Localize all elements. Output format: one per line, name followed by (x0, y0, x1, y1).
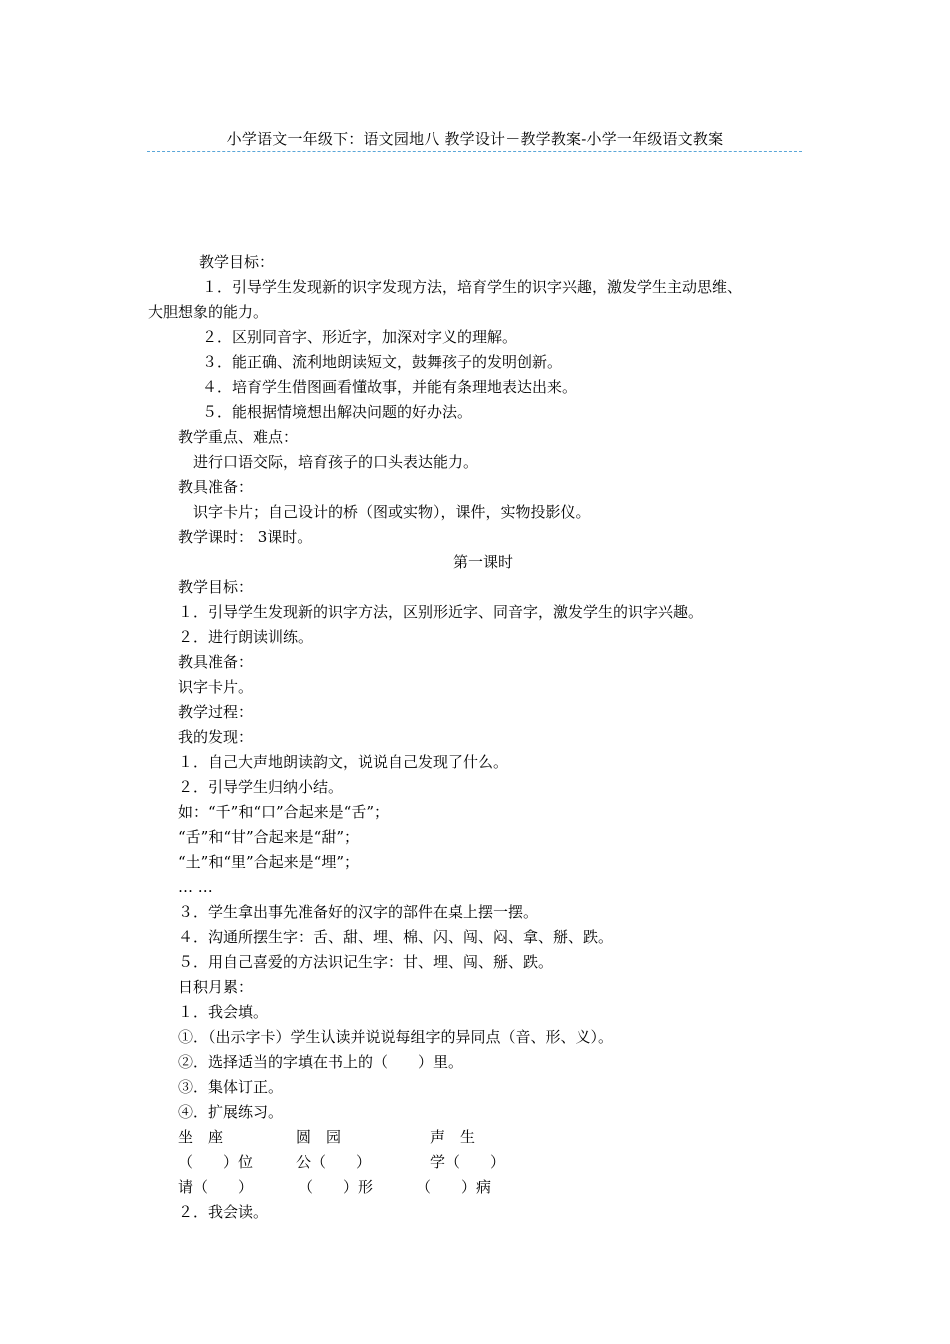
ellipsis: … … (178, 878, 213, 896)
exercise-grid-row-3 (148, 1175, 818, 1200)
grid-cell: （ ）位 (178, 1153, 254, 1171)
goal-1-line-2: 大胆想象的能力。 (148, 303, 269, 321)
accumulation-substep-4: ④．扩展练习。 (178, 1103, 284, 1121)
document-body (148, 250, 818, 1225)
grid-cell: （ ）形 (298, 1178, 374, 1196)
title-divider (147, 151, 802, 152)
accumulation-item-1: １．我会填。 (178, 1003, 269, 1021)
prep-text: 识字卡片；自己设计的桥（图或实物），课件，实物投影仪。 (193, 503, 591, 521)
example-1: 如：“千”和“口”合起来是“舌”； (178, 803, 390, 821)
grid-cell: （ ）病 (416, 1178, 492, 1196)
example-2: “舌”和“甘”合起来是“甜”； (178, 828, 360, 846)
goal-1-line-1: １．引导学生发现新的识字发现方法，培育学生的识字兴趣，激发学生主动思维、 (202, 278, 743, 296)
accumulation-item-2: ２．我会读。 (178, 1203, 269, 1221)
discovery-step-4: ４．沟通所摆生字：舌、甜、埋、棉、闪、闯、闷、拿、掰、跌。 (178, 928, 614, 946)
grid-cell: 圆 园 (296, 1128, 342, 1146)
process-heading: 教学过程： (178, 703, 254, 721)
discovery-step-2: ２．引导学生归纳小结。 (178, 778, 344, 796)
goal-3: ３．能正确、流利地朗读短文，鼓舞孩子的发明创新。 (202, 353, 563, 371)
goal-2: ２．区别同音字、形近字，加深对字义的理解。 (202, 328, 518, 346)
goal-5: ５．能根据情境想出解决问题的好办法。 (202, 403, 473, 421)
grid-cell: 声 生 (430, 1128, 476, 1146)
discovery-step-1: １．自己大声地朗读韵文，说说自己发现了什么。 (178, 753, 509, 771)
lesson-1-prep-text: 识字卡片。 (178, 678, 254, 696)
discovery-step-3: ３．学生拿出事先准备好的汉字的部件在桌上摆一摆。 (178, 903, 539, 921)
lesson-1-title: 第一课时 (452, 553, 513, 571)
grid-cell: 坐 座 (178, 1128, 224, 1146)
grid-cell: 学（ ） (430, 1153, 506, 1171)
exercise-grid-row-1 (148, 1125, 818, 1150)
lesson-1-prep-heading: 教具准备： (178, 653, 254, 671)
lesson-1-goal-1: １．引导学生发现新的识字方法，区别形近字、同音字，激发学生的识字兴趣。 (178, 603, 704, 621)
exercise-grid-row-2 (148, 1150, 818, 1175)
lesson-1-goal-2: ２．进行朗读训练。 (178, 628, 314, 646)
prep-heading: 教具准备： (178, 478, 254, 496)
lesson-1-goals-heading: 教学目标： (178, 578, 254, 596)
grid-cell: 请（ ） (178, 1178, 254, 1196)
accumulation-substep-1: ①．（出示字卡）学生认读并说说每组字的异同点（音、形、义）。 (178, 1028, 614, 1046)
key-points-heading: 教学重点、难点： (178, 428, 299, 446)
goals-heading: 教学目标： (199, 253, 275, 271)
example-3: “土”和“里”合起来是“埋”； (178, 853, 360, 871)
class-hours: 教学课时： 3课时。 (178, 528, 313, 546)
goal-4: ４．培育学生借图画看懂故事，并能有条理地表达出来。 (202, 378, 578, 396)
accumulation-substep-3: ③．集体订正。 (178, 1078, 284, 1096)
key-points-text: 进行口语交际，培育孩子的口头表达能力。 (193, 453, 479, 471)
accumulation-heading: 日积月累： (178, 978, 254, 996)
grid-cell: 公（ ） (296, 1153, 372, 1171)
discovery-step-5: ５．用自己喜爱的方法识记生字：甘、埋、闯、掰、跌。 (178, 953, 554, 971)
accumulation-substep-2: ②．选择适当的字填在书上的（ ）里。 (178, 1053, 464, 1071)
document-title: 小学语文一年级下：语文园地八 教学设计－教学教案-小学一年级语文教案 (226, 130, 724, 148)
discovery-heading: 我的发现： (178, 728, 254, 746)
